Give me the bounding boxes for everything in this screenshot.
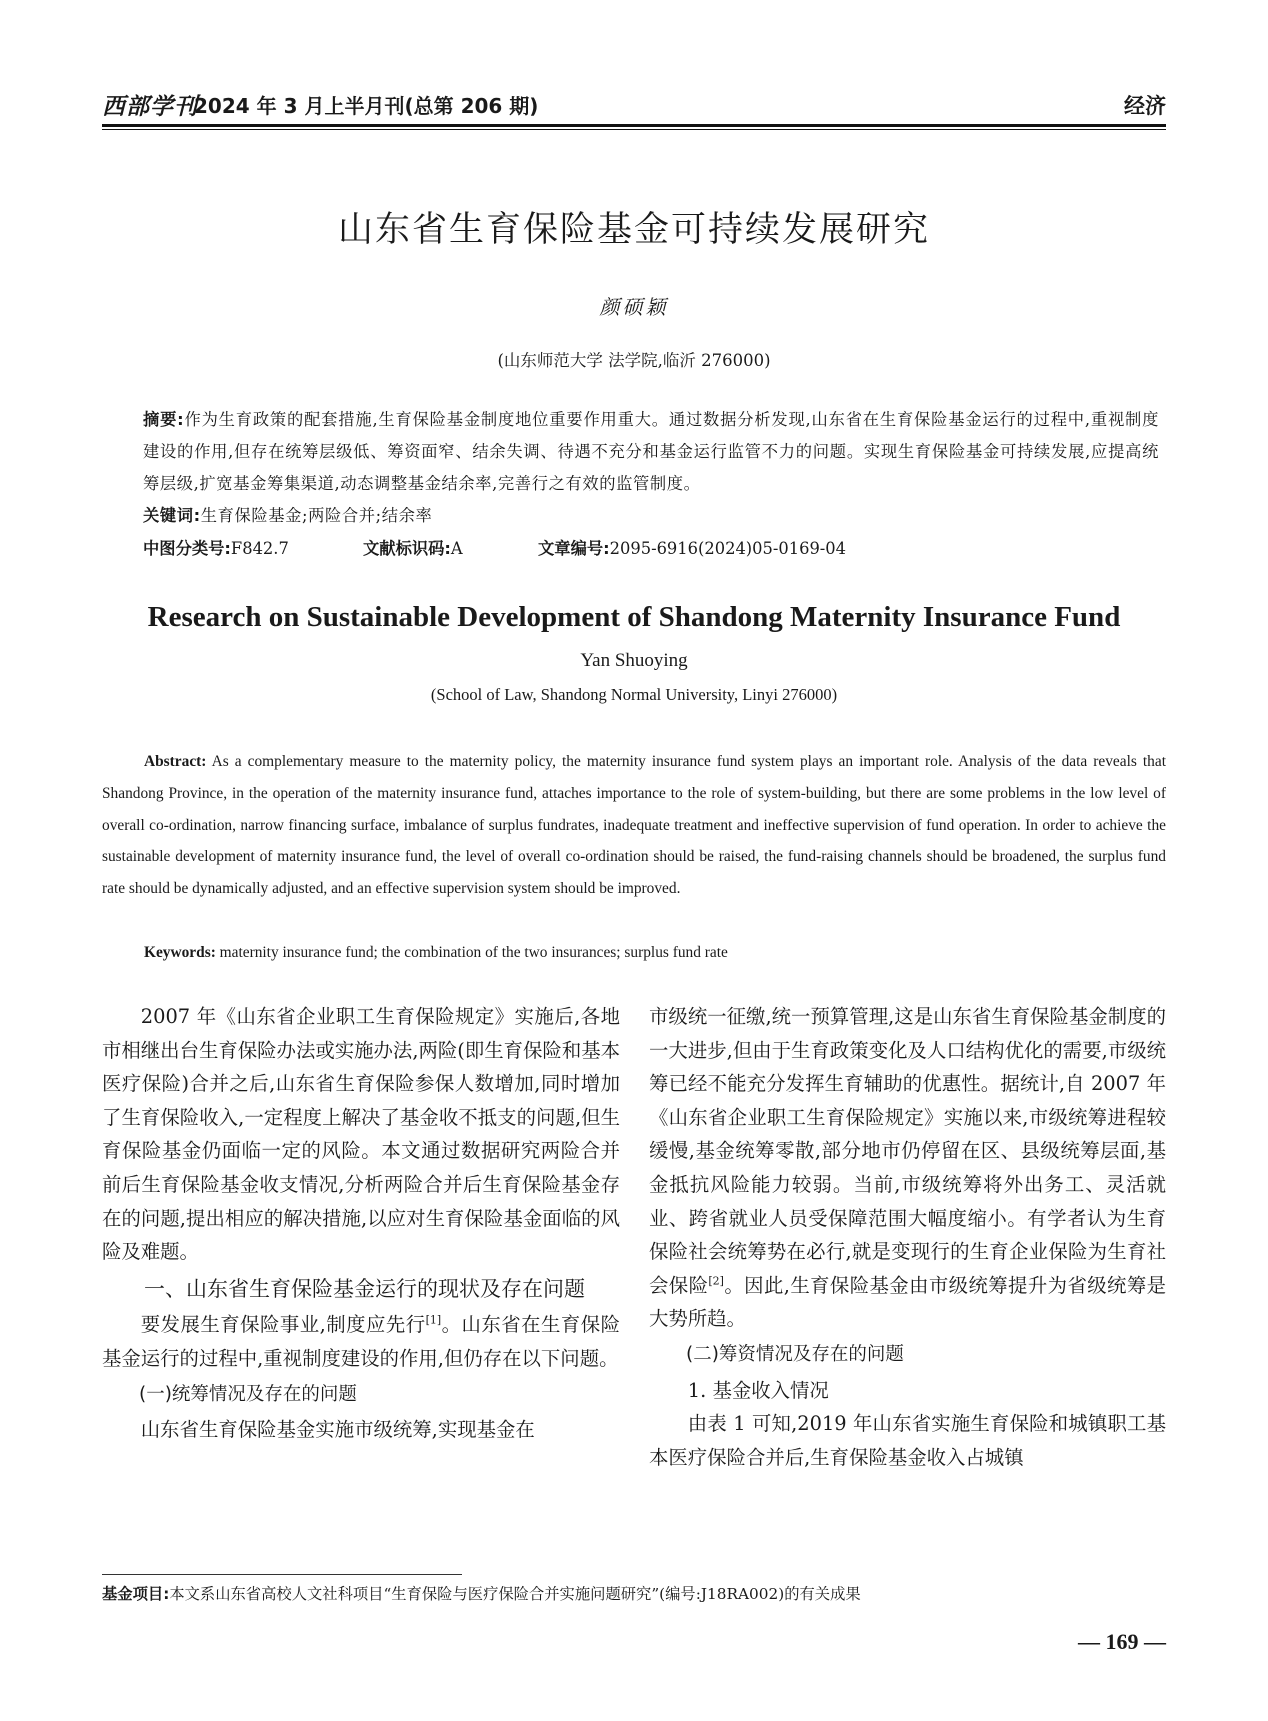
keywords-en-label: Keywords: bbox=[144, 944, 216, 961]
sub-item-heading: 1. 基金收入情况 bbox=[687, 1378, 829, 1402]
keywords-en-text: maternity insurance fund; the combination of the two insurances; surplus fund rate bbox=[215, 944, 728, 961]
subsection-heading: (二)筹资情况及存在的问题 bbox=[686, 1343, 904, 1365]
affiliation-en: (School of Law, Shandong Normal University, Linyi 276000) bbox=[430, 685, 838, 704]
footnote-rule bbox=[102, 1574, 462, 1575]
keywords-cn-label: 关键词: bbox=[143, 506, 201, 525]
document-code: 文献标识码:A bbox=[363, 539, 463, 558]
section-heading: 一、山东省生育保险基金运行的现状及存在问题 bbox=[144, 1276, 585, 1301]
header-rule bbox=[102, 124, 1166, 127]
abstract-en-label: Abstract: bbox=[144, 753, 207, 770]
footnote-text: 本文系山东省高校人文社科项目“生育保险与医疗保险合并实施问题研究”(编号:J18RA002)的有关成果 bbox=[169, 1585, 861, 1603]
journal-name: 西部学刊 bbox=[102, 93, 198, 120]
body-paragraph: 山东省生育保险基金实施市级统筹,实现基金在 bbox=[140, 1418, 535, 1442]
affiliation-cn: (山东师范大学 法学院,临沂 276000) bbox=[497, 351, 771, 370]
header-rule-thin bbox=[102, 129, 1166, 130]
citation-ref: [1] bbox=[425, 1313, 442, 1327]
body-column-right bbox=[649, 1000, 1166, 1474]
section-label: 经济 bbox=[1124, 94, 1166, 118]
abstract-cn bbox=[143, 404, 1159, 500]
issue-info: 2024 年 3 月上半月刊(总第 206 期) bbox=[194, 94, 539, 118]
author-en: Yan Shuoying bbox=[580, 650, 688, 671]
body-paragraph: 由表 1 可知,2019 年山东省实施生育保险和城镇职工基本医疗保险合并后,生育保险基金收入占城镇 bbox=[649, 1412, 1166, 1469]
article-number: 文章编号:2095-6916(2024)05-0169-04 bbox=[538, 539, 847, 558]
citation-ref: [2] bbox=[708, 1274, 724, 1288]
footnote bbox=[102, 1582, 1166, 1606]
footnote-label: 基金项目: bbox=[102, 1585, 170, 1603]
body-paragraph: 2007 年《山东省企业职工生育保险规定》实施后,各地市相继出台生育保险办法或实施办法,两险(即生育保险和基本医疗保险)合并之后,山东省生育保险参保人数增加,同时增加了生育保险收入,一定程度上解决了基金收不抵支的问题,但生育保险基金仍面临一定的风险。本文通过数据研究两险合并前后生育保险基金收支情况,分析两险合并后生育保险基金存在的问题,提出相应的解决措施,以应对生育保险基金面临的风险及难题。 bbox=[102, 1005, 620, 1264]
body-paragraph: 要发展生育保险事业,制度应先行[1]。山东省在生育保险基金运行的过程中,重视制度建设的作用,但仍存在以下问题。 bbox=[102, 1313, 620, 1370]
abstract-en-text: As a complementary measure to the maternity policy, the maternity insurance fund system plays an important role. Analysis of the data reveals that Shandong Province, in the operation of the maternity insurance fund, attaches importance to the role of system-building, but there are some problems in the low level of overall co-ordination, narrow financing surface, imbalance of surplus fundrates, inadequate treatment and ineffective supervision of fund operation. In order to achieve the sustainable development of maternity insurance fund, the level of overall co-ordination should be raised, the fund-raising channels should be broadened, the surplus fund rate should be dynamically adjusted, and an effective supervision system should be improved. bbox=[102, 753, 1166, 898]
abstract-en bbox=[102, 746, 1166, 905]
clc-number: 中图分类号:F842.7 bbox=[143, 539, 289, 558]
body-paragraph: 市级统一征缴,统一预算管理,这是山东省生育保险基金制度的一大进步,但由于生育政策变化及人口结构优化的需要,市级统筹已经不能充分发挥生育辅助的优惠性。据统计,自 2007 年《山东省企业职工生育保险规定》实施以来,市级统筹进程较缓慢,基金统筹零散,部分地市仍停留在区、县级统筹层面,基金抵抗风险能力较弱。当前,市级统筹将外出务工、灵活就业、跨省就业人员受保障范围大幅度缩小。有学者认为生育保险社会统筹势在必行,就是变现行的生育企业保险为生育社会保险[2]。因此,生育保险基金由市级统筹提升为省级统筹是大势所趋。 bbox=[649, 1005, 1167, 1331]
author-cn: 颜硕颖 bbox=[599, 295, 669, 319]
paper-title-en: Research on Sustainable Development of Shandong Maternity Insurance Fund bbox=[147, 601, 1121, 633]
classification-row bbox=[143, 533, 1159, 565]
keywords-cn bbox=[143, 500, 1159, 532]
page-number: — 169 — bbox=[1078, 1629, 1166, 1654]
paper-title-cn: 山东省生育保险基金可持续发展研究 bbox=[337, 210, 930, 250]
abstract-cn-text: 作为生育政策的配套措施,生育保险基金制度地位重要作用重大。通过数据分析发现,山东省在生育保险基金运行的过程中,重视制度建设的作用,但存在统筹层级低、筹资面窄、结余失调、待遇不充分和基金运行监管不力的问题。实现生育保险基金可持续发展,应提高统筹层级,扩宽基金筹集渠道,动态调整基金结余率,完善行之有效的监管制度。 bbox=[143, 410, 1160, 493]
keywords-cn-text: 生育保险基金;两险合并;结余率 bbox=[200, 506, 433, 525]
keywords-en bbox=[144, 937, 1166, 969]
abstract-cn-label: 摘要: bbox=[143, 410, 185, 429]
body-column-left bbox=[102, 1000, 620, 1447]
subsection-heading: (一)统筹情况及存在的问题 bbox=[139, 1383, 357, 1405]
running-header bbox=[102, 88, 1166, 124]
